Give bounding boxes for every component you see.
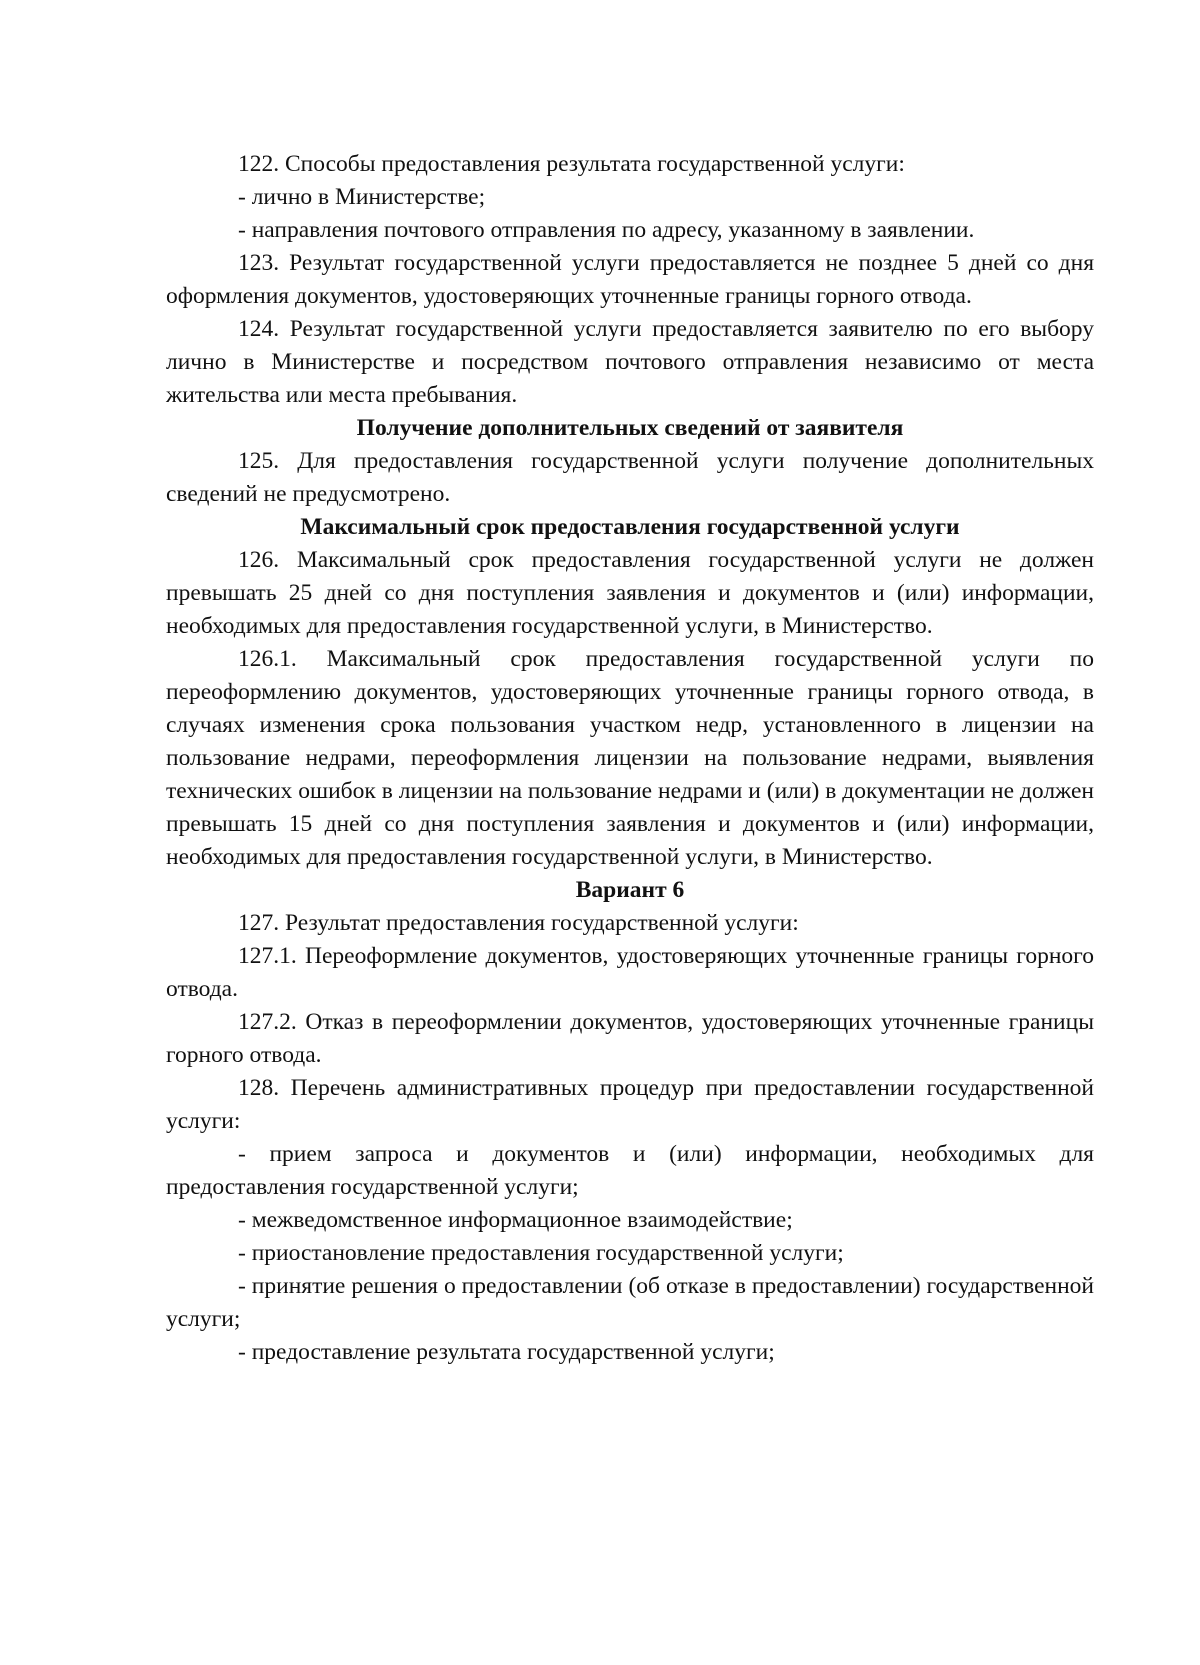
paragraph-125: 125. Для предоставления государственной услуги получение дополнительных сведений не предусмотрено. (166, 448, 1094, 507)
section-heading-variant: Вариант 6 (575, 877, 685, 903)
paragraph-123: 123. Результат государственной услуги предоставляется не позднее 5 дней со дня оформления документов, удостоверяющих уточненные границы горного отвода. (166, 250, 1094, 309)
section-heading-max-term: Максимальный срок предоставления государственной услуги (300, 514, 960, 540)
list-item: - межведомственное информационное взаимодействие; (238, 1207, 793, 1233)
paragraph-122: 122. Способы предоставления результата государственной услуги: (238, 151, 905, 177)
paragraph-128: 128. Перечень административных процедур при предоставлении государственной услуги: (166, 1075, 1094, 1134)
paragraph-127: 127. Результат предоставления государственной услуги: (238, 910, 799, 936)
paragraph-126-1: 126.1. Максимальный срок предоставления государственной услуги по переоформлению документов, удостоверяющих уточненные границы горного отвода, в случаях изменения срока пользования участком недр, установленного в лицензии на пользование недрами, переоформления лицензии на пользование недрами, выявления технических ошибок в лицензии на пользование недрами и (или) в документации не должен превышать 15 дней со дня поступления заявления и документов и (или) информации, необходимых для предоставления государственной услуги, в Министерство. (166, 646, 1094, 870)
list-item: - направления почтового отправления по адресу, указанному в заявлении. (238, 217, 975, 243)
list-item: - лично в Министерстве; (238, 184, 486, 210)
list-item: - принятие решения о предоставлении (об отказе в предоставлении) государственной услуги; (166, 1273, 1094, 1332)
document-body (166, 148, 1094, 1369)
paragraph-127-2: 127.2. Отказ в переоформлении документов, удостоверяющих уточненные границы горного отвода. (166, 1009, 1094, 1068)
list-item: - приостановление предоставления государственной услуги; (238, 1240, 844, 1266)
section-heading-additional-info: Получение дополнительных сведений от заявителя (356, 415, 904, 441)
list-item: - предоставление результата государственной услуги; (238, 1339, 775, 1365)
paragraph-126: 126. Максимальный срок предоставления государственной услуги не должен превышать 25 дней со дня поступления заявления и документов и (или) информации, необходимых для предоставления государственной услуги, в Министерство. (166, 547, 1094, 639)
list-item: - прием запроса и документов и (или) информации, необходимых для предоставления государственной услуги; (166, 1141, 1094, 1200)
paragraph-127-1: 127.1. Переоформление документов, удостоверяющих уточненные границы горного отвода. (166, 943, 1094, 1002)
paragraph-124: 124. Результат государственной услуги предоставляется заявителю по его выбору лично в Министерстве и посредством почтового отправления независимо от места жительства или места пребывания. (166, 316, 1094, 408)
